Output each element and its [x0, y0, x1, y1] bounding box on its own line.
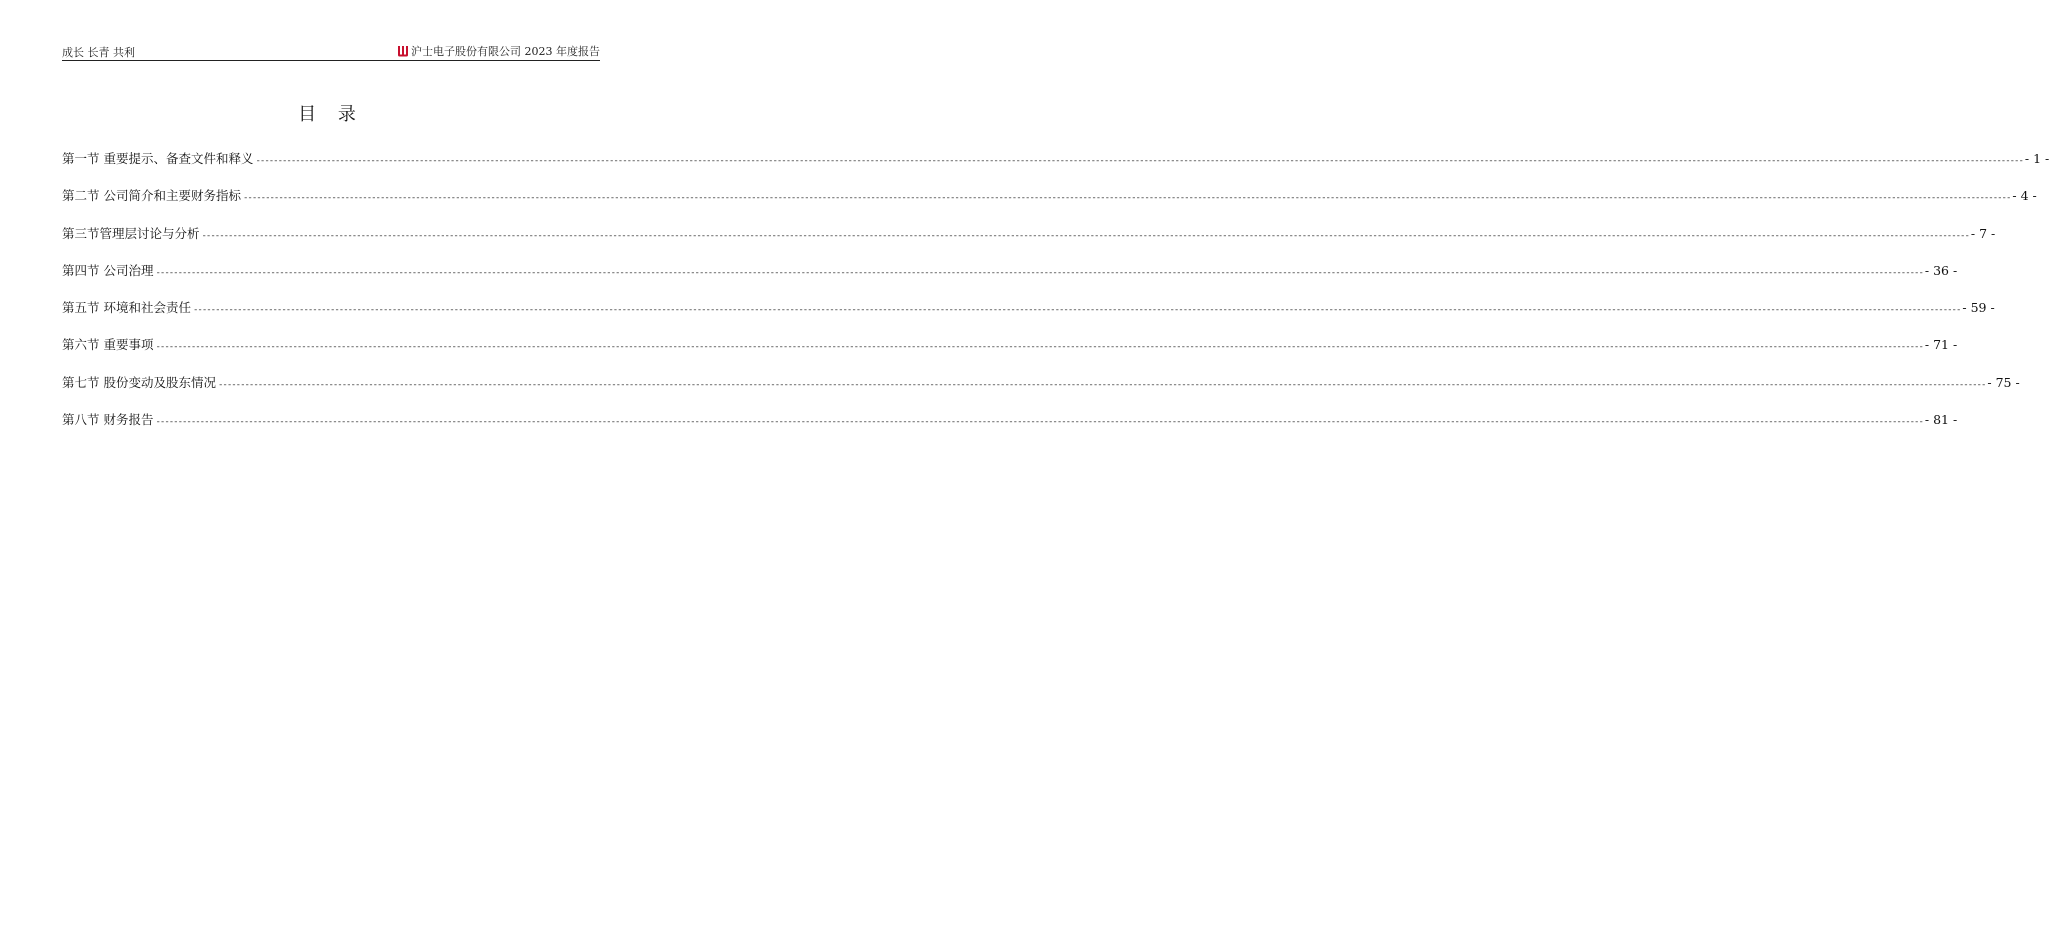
toc-leader-dots: ----------------------------------------------------------------------------------------------------------------------------------------------------------------------------------------------------------------------------------------------------------------------------------------------------------------------------------------------------------------------------------------------------------------: [217, 379, 1986, 390]
toc-entry-page: - 81 -: [1924, 412, 1958, 428]
toc-leader-dots: ----------------------------------------------------------------------------------------------------------------------------------------------------------------------------------------------------------------------------------------------------------------------------------------------------------------------------------------------------------------------------------------------------------------: [255, 156, 2023, 166]
toc-entry-title: 第七节 股份变动及股东情况: [62, 374, 216, 390]
page-title: 目 录: [298, 104, 364, 125]
toc-entry-page: - 1 -: [2024, 151, 2049, 166]
toc-entry-title: 第二节 公司简介和主要财务指标: [62, 188, 241, 204]
toc-entry-title: 第八节 财务报告: [62, 412, 154, 428]
toc-leader-dots: ----------------------------------------------------------------------------------------------------------------------------------------------------------------------------------------------------------------------------------------------------------------------------------------------------------------------------------------------------------------------------------------------------------------: [192, 305, 1961, 316]
toc-entry[interactable]: [62, 410, 1958, 447]
toc-entry-page: - 7 -: [1970, 225, 1996, 241]
toc-entry-title: 第三节管理层讨论与分析: [62, 225, 200, 241]
header-slogan: 成长 长青 共利: [62, 46, 135, 59]
toc-entry-title: 第四节 公司治理: [62, 262, 154, 278]
header-report-title: 沪士电子股份有限公司 2023 年度报告: [411, 45, 600, 58]
toc-entry[interactable]: [62, 261, 1958, 298]
toc-entry-page: - 59 -: [1962, 300, 1995, 316]
toc-entry[interactable]: [62, 335, 1958, 372]
company-logo-icon: [397, 45, 409, 57]
toc-entry-page: - 36 -: [1924, 262, 1958, 278]
toc-leader-dots: ----------------------------------------------------------------------------------------------------------------------------------------------------------------------------------------------------------------------------------------------------------------------------------------------------------------------------------------------------------------------------------------------------------------: [201, 230, 1969, 241]
toc-leader-dots: ----------------------------------------------------------------------------------------------------------------------------------------------------------------------------------------------------------------------------------------------------------------------------------------------------------------------------------------------------------------------------------------------------------------: [155, 342, 1923, 353]
toc-entry-title: 第一节 重要提示、备查文件和释义: [62, 151, 254, 166]
toc-entry-page: - 71 -: [1924, 337, 1958, 353]
table-of-contents: [62, 149, 2049, 447]
toc-entry-page: - 75 -: [1987, 374, 2020, 390]
toc-entry[interactable]: [62, 224, 1996, 261]
toc-entry[interactable]: [62, 186, 2037, 223]
header-company: [397, 43, 600, 59]
toc-entry-title: 第五节 环境和社会责任: [62, 300, 191, 316]
toc-leader-dots: ----------------------------------------------------------------------------------------------------------------------------------------------------------------------------------------------------------------------------------------------------------------------------------------------------------------------------------------------------------------------------------------------------------------: [242, 193, 2011, 204]
header-divider: [62, 60, 600, 61]
toc-leader-dots: ----------------------------------------------------------------------------------------------------------------------------------------------------------------------------------------------------------------------------------------------------------------------------------------------------------------------------------------------------------------------------------------------------------------: [155, 267, 1923, 278]
toc-entry[interactable]: [62, 373, 2020, 410]
toc-leader-dots: ----------------------------------------------------------------------------------------------------------------------------------------------------------------------------------------------------------------------------------------------------------------------------------------------------------------------------------------------------------------------------------------------------------------: [155, 417, 1923, 428]
toc-entry[interactable]: [62, 298, 1995, 335]
toc-entry-title: 第六节 重要事项: [62, 337, 154, 353]
toc-entry-page: - 4 -: [2012, 188, 2037, 204]
toc-entry[interactable]: [62, 149, 2049, 186]
